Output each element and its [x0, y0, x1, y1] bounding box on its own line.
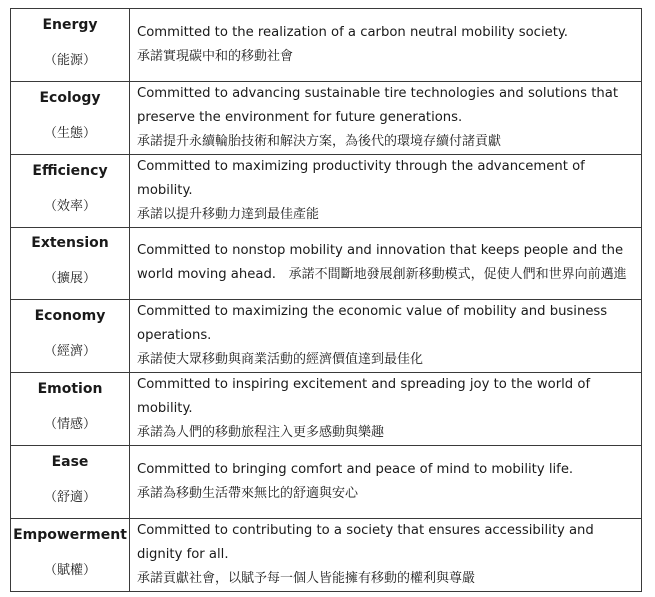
term-chinese: （擴展）: [43, 271, 96, 287]
description-english: Committed to nonstop mobility and innovation that keeps people and the world moving ahead.: [137, 243, 624, 283]
term-cell: [11, 518, 130, 591]
description-cell: [130, 300, 642, 373]
table-row: [11, 154, 642, 227]
term-chinese: （經濟）: [43, 344, 96, 360]
table-row: [11, 9, 642, 82]
description-english: Committed to advancing sustainable tire technologies and solutions that preserve the environment for future generations.: [137, 85, 619, 125]
values-table: [10, 8, 642, 592]
description-chinese: 承諾不間斷地發展創新移動模式，促使人們和世界向前邁進: [288, 267, 627, 283]
description-chinese: 承諾以提升移動力達到最佳產能: [137, 206, 320, 222]
description-english: Committed to maximizing the economic value of mobility and business operations.: [137, 304, 608, 344]
term-cell: [11, 373, 130, 446]
term-chinese: （效率）: [43, 198, 96, 214]
term-chinese: （情感）: [43, 417, 96, 433]
description-cell: [130, 373, 642, 446]
description-chinese: 承諾使大眾移動與商業活動的經濟價值達到最佳化: [137, 352, 424, 368]
description-cell: [130, 518, 642, 591]
description-chinese: 承諾實現碳中和的移動社會: [137, 48, 294, 64]
description-chinese: 承諾貢獻社會，以賦予每一個人皆能擁有移動的權利與尊嚴: [137, 570, 476, 586]
term-cell: [11, 446, 130, 519]
term-cell: [11, 154, 130, 227]
table-row: [11, 300, 642, 373]
description-english: Committed to bringing comfort and peace of mind to mobility life.: [137, 461, 574, 477]
table-row: [11, 227, 642, 300]
description-chinese: 承諾為人們的移動旅程注入更多感動與樂趣: [137, 425, 385, 441]
term-chinese: （舒適）: [43, 489, 96, 505]
table-row: [11, 518, 642, 591]
table-row: [11, 373, 642, 446]
description-chinese: 承諾為移動生活帶來無比的舒適與安心: [137, 485, 359, 501]
table-row: [11, 81, 642, 154]
term-cell: [11, 300, 130, 373]
term-english: Emotion: [37, 381, 103, 398]
description-cell: [130, 9, 642, 82]
description-english: Committed to contributing to a society that ensures accessibility and dignity for all.: [137, 522, 594, 562]
description-english: Committed to inspiring excitement and spreading joy to the world of mobility.: [137, 377, 591, 417]
term-cell: [11, 81, 130, 154]
term-english: Efficiency: [32, 162, 108, 179]
term-english: Economy: [34, 308, 106, 325]
term-chinese: （生態）: [43, 125, 96, 141]
description-english: Committed to maximizing productivity through the advancement of mobility.: [137, 158, 585, 198]
term-english: Ecology: [39, 89, 101, 106]
term-english: Extension: [31, 235, 109, 252]
description-chinese: 承諾提升永續輪胎技術和解決方案，為後代的環境存續付諸貢獻: [137, 133, 502, 149]
term-cell: [11, 227, 130, 300]
term-english: Ease: [51, 453, 89, 470]
description-cell: [130, 154, 642, 227]
description-english: Committed to the realization of a carbon neutral mobility society.: [137, 24, 568, 40]
term-english: Energy: [42, 16, 98, 33]
term-chinese: （賦權）: [43, 562, 96, 578]
table-row: [11, 446, 642, 519]
description-cell: [130, 81, 642, 154]
description-cell: [130, 227, 642, 300]
description-cell: [130, 446, 642, 519]
term-cell: [11, 9, 130, 82]
term-chinese: （能源）: [43, 52, 96, 68]
term-english: Empowerment: [13, 526, 127, 543]
